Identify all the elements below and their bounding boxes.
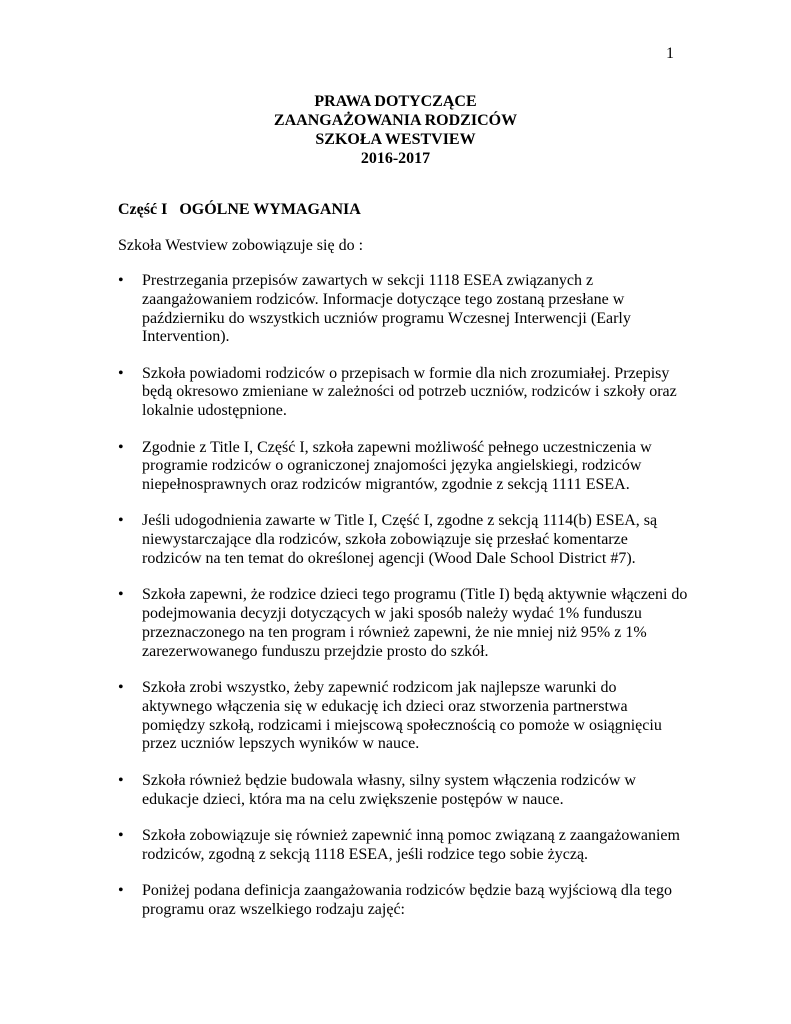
bullet-icon: •: [118, 364, 124, 382]
bullet-icon: •: [118, 272, 124, 289]
list-item: [118, 882, 688, 920]
page-number: 1: [666, 45, 674, 62]
list-item-text: Szkoła powiadomi rodziców o przepisach w formie dla nich zrozumiałej. Przepisy będą okresowo zmieniane w zależności od potrzeb uczniów, rodziców i szkoły oraz lokalnie udostępnione.: [142, 364, 677, 420]
intro-paragraph: Szkoła Westview zobowiązuje się do :: [118, 237, 364, 254]
list-item: [118, 679, 688, 754]
list-item-text: Szkoła zapewni, że rodzice dzieci tego programu (Title I) będą aktywnie włączeni do podejmowania decyzji dotyczących w jaki sposób należy wydać 1% funduszu przeznaczonego na ten program i również zapewni, że nie mniej niż 95% z 1% zarezerwowanego funduszu przejdzie prosto do szkół.: [142, 586, 688, 660]
bullet-icon: •: [118, 512, 124, 530]
bullet-icon: •: [118, 679, 124, 697]
list-item-text: Szkoła zobowiązuje się również zapewnić inną pomoc związaną z zaangażowaniem rodziców, zgodną z sekcją 1118 ESEA, jeśli rodzice tego sobie życzą.: [142, 826, 680, 863]
list-item: [118, 827, 688, 865]
list-item: [118, 512, 688, 568]
bullet-icon: •: [118, 586, 124, 604]
bullet-icon: •: [118, 881, 124, 899]
title-line-3: SZKOŁA WESTVIEW: [315, 131, 476, 148]
list-item-text: Prestrzegania przepisów zawartych w sekcji 1118 ESEA związanych z zaangażowaniem rodziców. Informacje dotyczące tego zostaną przesłane w październiku do wszystkich uczniów programu Wczesnej Interwencji (Early Intervention).: [142, 272, 631, 346]
list-item-text: Szkoła zrobi wszystko, żeby zapewnić rodzicom jak najlepsze warunki do aktywnego włączenia się w edukację ich dzieci oraz stworzenia partnerstwa pomiędzy szkołą, rodzicami i miejscową społecznością co pomoże w osiągnięciu przez uczniów lepszych wyników w nauce.: [142, 679, 662, 753]
bullet-icon: •: [118, 438, 124, 456]
list-item-text: Jeśli udogodnienia zawarte w Title I, Część I, zgodne z sekcją 1114(b) ESEA, są niewystarczające dla rodziców, szkoła zobowiązuje się przesłać komentarze rodziców na ten temat do określonej agencji (Wood Dale School District #7).: [142, 512, 658, 568]
bullet-icon: •: [118, 771, 124, 789]
list-item: [118, 772, 688, 810]
list-item-text: Zgodnie z Title I, Część I, szkoła zapewni możliwość pełnego uczestniczenia w programie rodziców o ograniczonej znajomości języka angielskiegi, rodziców niepełnosprawnych oraz rodziców migrantów, zgodnie z sekcją 1111 ESEA.: [142, 438, 652, 494]
list-item-text: Szkoła również będzie budowala własny, silny system włączenia rodziców w edukacje dzieci, która ma na celu zwiększenie postępów w nauce.: [142, 771, 636, 808]
title-line-2: ZAANGAŻOWANIA RODZICÓW: [273, 112, 518, 129]
bullet-icon: •: [118, 826, 124, 844]
title-line-1: PRAWA DOTYCZĄCE: [314, 93, 477, 110]
list-item: [118, 439, 688, 495]
list-item: [118, 272, 688, 347]
requirements-list: [118, 272, 688, 937]
list-item-text: Poniżej podana definicja zaangażowania rodziców będzie bazą wyjściową dla tego programu oraz wszelkiego rodzaju zajęć:: [142, 881, 672, 918]
list-item: [118, 365, 688, 421]
document-title: [0, 92, 791, 168]
list-item: [118, 586, 688, 661]
section-heading: Część I OGÓLNE WYMAGANIA: [118, 201, 361, 218]
title-line-4: 2016-2017: [360, 150, 431, 167]
